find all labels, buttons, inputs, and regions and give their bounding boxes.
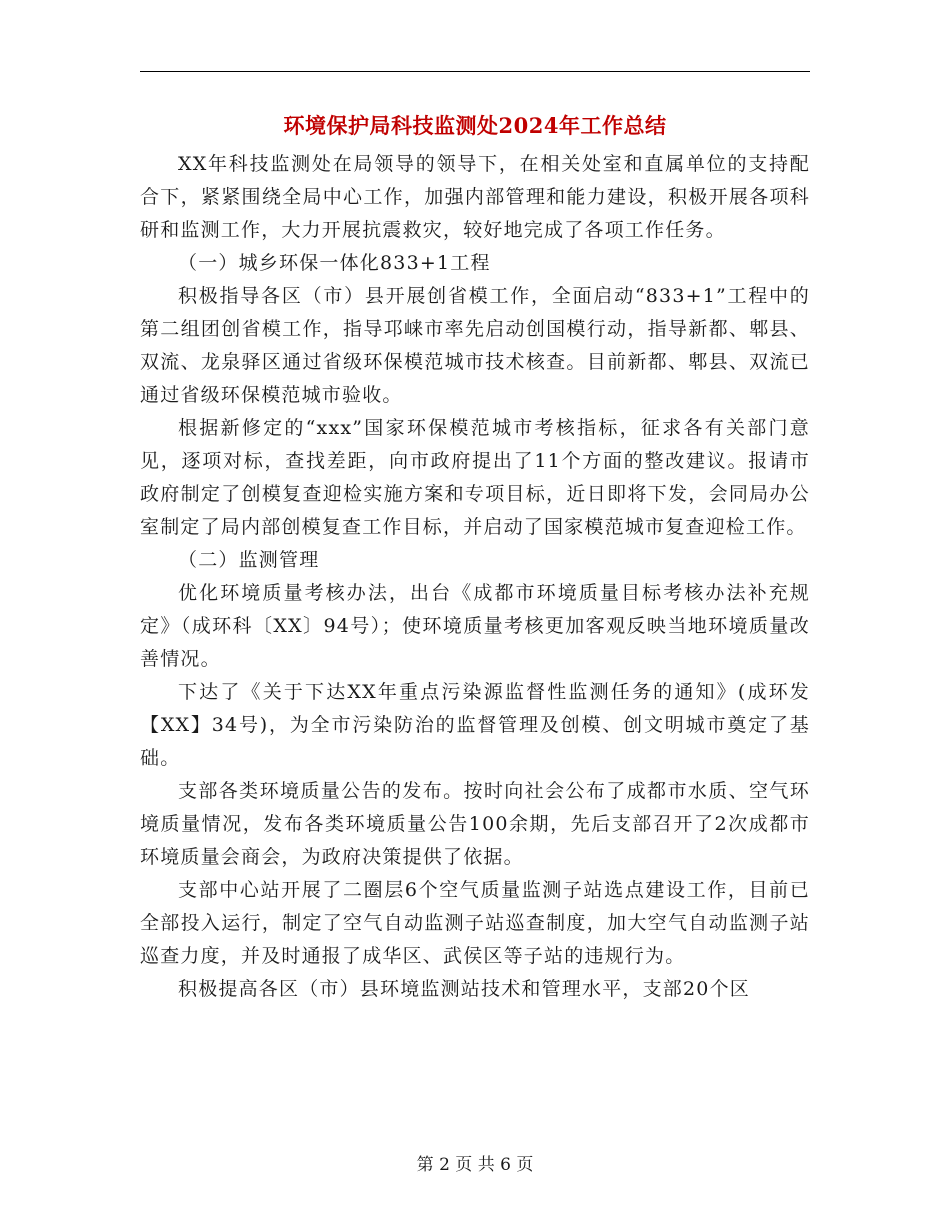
document-body (140, 148, 810, 1006)
page-footer (0, 1153, 950, 1177)
paragraph: 优化环境质量考核办法，出台《成都市环境质量目标考核办法补充规定》（成环科〔XX〕94号）；使环境质量考核更加客观反映当地环境质量改善情况。 (140, 582, 810, 670)
paragraph: 根据新修定的“xxx”国家环保模范城市考核指标，征求各有关部门意见，逐项对标，查找差距，向市政府提出了11个方面的整改建议。报请市政府制定了创模复查迎检实施方案和专项目标，近日即将下发，会同局办公室制定了局内部创模复查工作目标，并启动了国家模范城市复查迎检工作。 (140, 417, 810, 538)
paragraph-intro: XX年科技监测处在局领导的领导下，在相关处室和直属单位的支持配合下，紧紧围绕全局中心工作，加强内部管理和能力建设，积极开展各项科研和监测工作，大力开展抗震救灾，较好地完成了各项工作任务。 (140, 153, 810, 241)
paragraph: 支部中心站开展了二圈层6个空气质量监测子站选点建设工作，目前已全部投入运行，制定了空气自动监测子站巡查制度，加大空气自动监测子站巡查力度，并及时通报了成华区、武侯区等子站的违规行为。 (140, 879, 810, 967)
paragraph: 积极提高各区（市）县环境监测站技术和管理水平，支部20个区 (178, 978, 750, 1000)
page-number: 第 2 页 共 6 页 (416, 1155, 534, 1175)
header-rule (140, 71, 810, 72)
document-title: 环境保护局科技监测处2024年工作总结 (283, 113, 667, 138)
paragraph: 积极指导各区（市）县开展创省模工作，全面启动“833+1”工程中的第二组团创省模工作，指导邛崃市率先启动创国模行动，指导新都、郫县、双流、龙泉驿区通过省级环保模范城市技术核查。目前新都、郫县、双流已通过省级环保模范城市验收。 (140, 285, 810, 406)
section-heading-2: （二）监测管理 (178, 549, 320, 571)
paragraph: 支部各类环境质量公告的发布。按时向社会公布了成都市水质、空气环境质量情况，发布各类环境质量公告100余期，先后支部召开了2次成都市环境质量会商会，为政府决策提供了依据。 (140, 780, 810, 868)
section-heading-1: （一）城乡环保一体化833+1工程 (178, 252, 491, 274)
paragraph: 下达了《关于下达XX年重点污染源监督性监测任务的通知》(成环发【XX】34号)，为全市污染防治的监督管理及创模、创文明城市奠定了基础。 (140, 681, 810, 769)
